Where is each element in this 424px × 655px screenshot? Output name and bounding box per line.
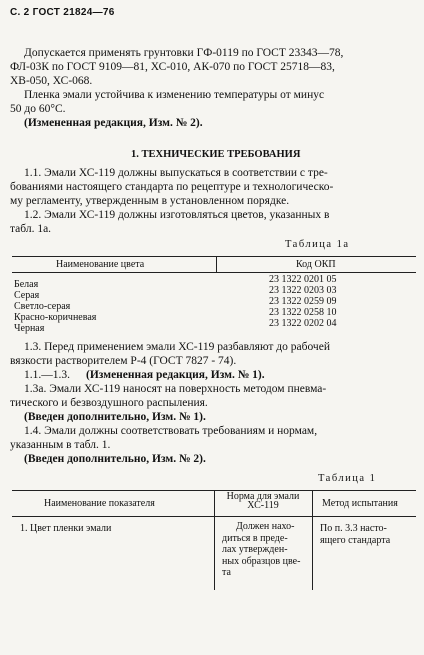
table-1-header-norm: Норма для эмали ХС-119	[226, 491, 300, 511]
p13a-amendment-note: (Введен дополнительно, Изм. № 1).	[24, 411, 206, 423]
table-row-code: 23 1322 0203 03	[269, 285, 337, 296]
p13-amendment-note: (Измененная редакция, Изм. № 1).	[86, 369, 265, 381]
section-title: 1. ТЕХНИЧЕСКИЕ ТРЕБОВАНИЯ	[131, 149, 301, 160]
table-row-name: Светло-серая	[14, 301, 71, 312]
p13-line-2: вязкости растворителем Р-4 (ГОСТ 7827 - 74).	[10, 355, 237, 367]
table-1a-caption: Таблица 1а	[285, 239, 350, 250]
p14-amendment-note: (Введен дополнительно, Изм. № 2).	[24, 453, 206, 465]
p14-line-2: указанным в табл. 1.	[10, 439, 111, 451]
table-row-name: Черная	[14, 323, 45, 334]
table-row-code: 23 1322 0258 10	[269, 307, 337, 318]
intro-line-5: 50 до 60°С.	[10, 103, 66, 115]
intro-line-3: ХВ-050, ХС-068.	[10, 75, 93, 87]
table-1-header-indicator: Наименование показателя	[44, 498, 155, 509]
table-1-header-method: Метод испытания	[322, 498, 398, 509]
table-row-code: 23 1322 0259 09	[269, 296, 337, 307]
p12-line-1: 1.2. Эмали ХС-119 должны изготовляться цветов, указанных в	[24, 209, 330, 221]
intro-line-2: ФЛ-03К по ГОСТ 9109—81, ХС-010, АК-070 по ГОСТ 25718—83,	[10, 61, 335, 73]
table-1-caption: Таблица 1	[318, 473, 377, 484]
p11-line-1: 1.1. Эмали ХС-119 должны выпускаться в соответствии с тре-	[24, 167, 328, 179]
table-row-name: Белая	[14, 279, 39, 290]
table-1a-header-code: Код ОКП	[296, 259, 336, 270]
p13-range: 1.1.—1.3.	[24, 369, 70, 381]
p12-line-2: табл. 1а.	[10, 223, 52, 235]
table-row-name: Серая	[14, 290, 40, 301]
p11-line-3: му регламенту, утвержденным в установленном порядке.	[10, 195, 290, 207]
p13a-line-2: тического и безвоздушного распыления.	[10, 397, 208, 409]
p13-line-1: 1.3. Перед применением эмали ХС-119 разбавляют до рабочей	[24, 341, 330, 353]
intro-line-1: Допускается применять грунтовки ГФ-0119 по ГОСТ 23343—78,	[24, 47, 344, 59]
table-row-indicator: 1. Цвет пленки эмали	[20, 523, 112, 534]
intro-amendment-note: (Измененная редакция, Изм. № 2).	[24, 117, 203, 129]
p11-line-2: бованиями настоящего стандарта по рецептуре и технологическо-	[10, 181, 334, 193]
table-1a-header-color: Наименование цвета	[56, 259, 145, 270]
intro-line-4: Пленка эмали устойчива к изменению температуры от минус	[24, 89, 325, 101]
table-row-code: 23 1322 0202 04	[269, 318, 337, 329]
p14-line-1: 1.4. Эмали должны соответствовать требованиям и нормам,	[24, 425, 318, 437]
table-row-norm: Должен нахо- диться в преде- лах утвержден- ных образцов цве- та	[222, 521, 301, 578]
table-row-code: 23 1322 0201 05	[269, 274, 337, 285]
table-row-name: Красно-коричневая	[14, 312, 97, 323]
page-header: С. 2 ГОСТ 21824—76	[10, 7, 115, 18]
table-row-method: По п. 3.3 насто- ящего стандарта	[320, 523, 391, 546]
p13a-line-1: 1.3а. Эмали ХС-119 наносят на поверхность методом пневма-	[24, 383, 327, 395]
